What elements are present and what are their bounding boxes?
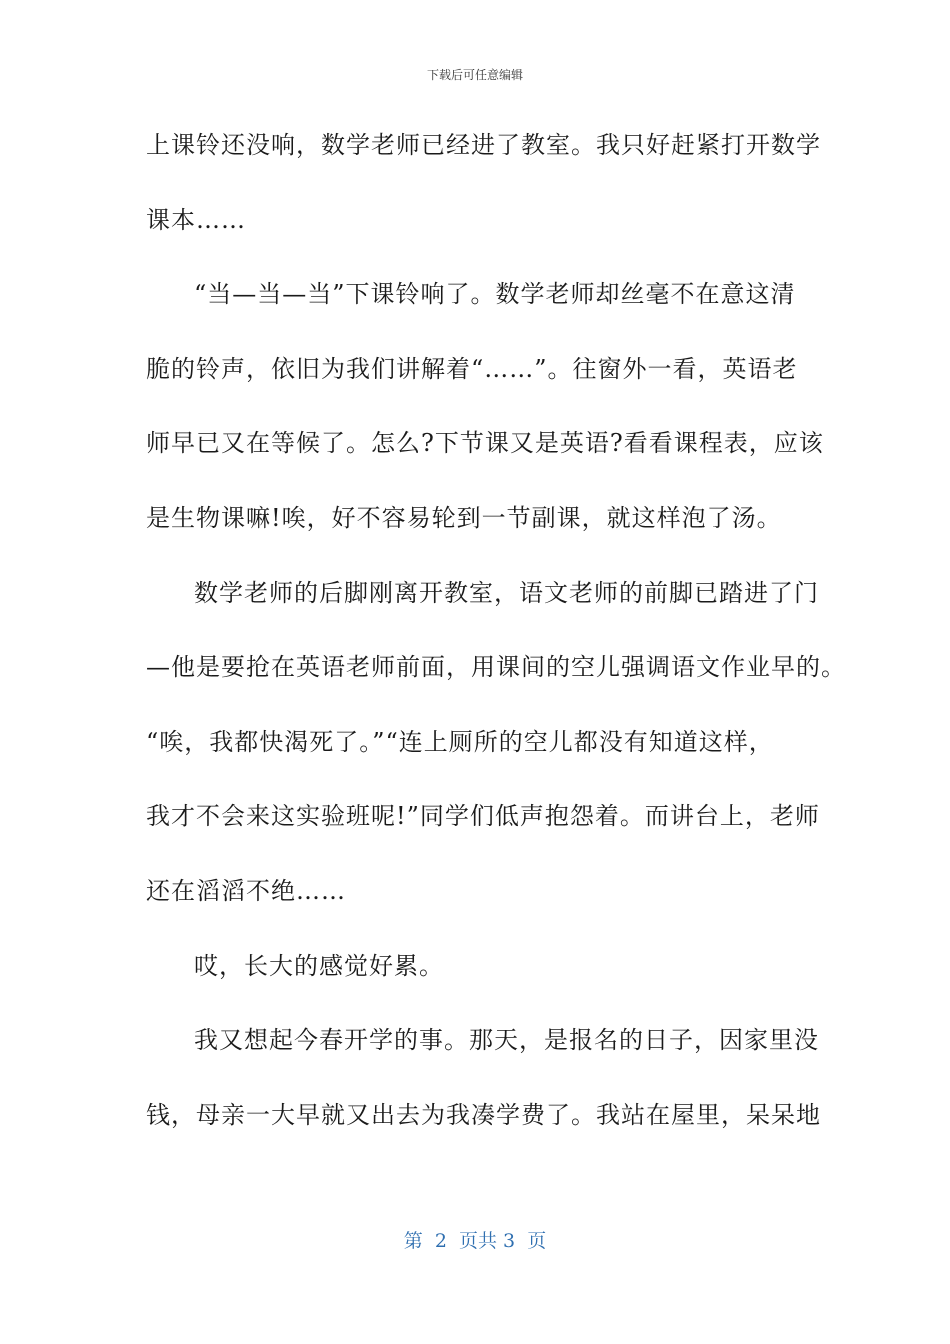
- text-line: “当—当—当”下课铃响了。数学老师却丝毫不在意这清: [194, 280, 796, 309]
- page-header-note: 下载后可任意编辑: [426, 68, 523, 82]
- text-line: 还在滔滔不绝……: [146, 876, 346, 905]
- text-line: —他是要抢在英语老师前面，用课间的空儿强调语文作业早的。: [146, 653, 846, 682]
- text-line: 我才不会来这实验班呢!”同学们低声抱怨着。而讲台上，老师: [146, 802, 820, 831]
- text-line: 课本……: [146, 205, 246, 234]
- text-line: 上课铃还没响，数学老师已经进了教室。我只好赶紧打开数学: [146, 131, 821, 159]
- page-number-footer: 第 2 页共 3 页: [403, 1230, 547, 1252]
- text-line: 哎，长大的感觉好累。: [194, 951, 444, 980]
- text-line: 我又想起今春开学的事。那天，是报名的日子，因家里没: [194, 1026, 819, 1055]
- text-line: 数学老师的后脚刚离开教室，语文老师的前脚已踏进了门: [194, 578, 819, 607]
- text-line: 师早已又在等候了。怎么?下节课又是英语?看看课程表，应该: [146, 429, 824, 458]
- text-line: 钱，母亲一大早就又出去为我凑学费了。我站在屋里，呆呆地: [146, 1100, 821, 1129]
- document-body: [146, 120, 846, 1164]
- text-line: 脆的铃声，依旧为我们讲解着“……”。往窗外一看，英语老: [146, 354, 798, 383]
- text-line: 是生物课嘛!唉，好不容易轮到一节副课，就这样泡了汤。: [146, 503, 782, 532]
- text-line: “唉，我都快渴死了。”“连上厕所的空儿都没有知道这样，: [146, 727, 774, 756]
